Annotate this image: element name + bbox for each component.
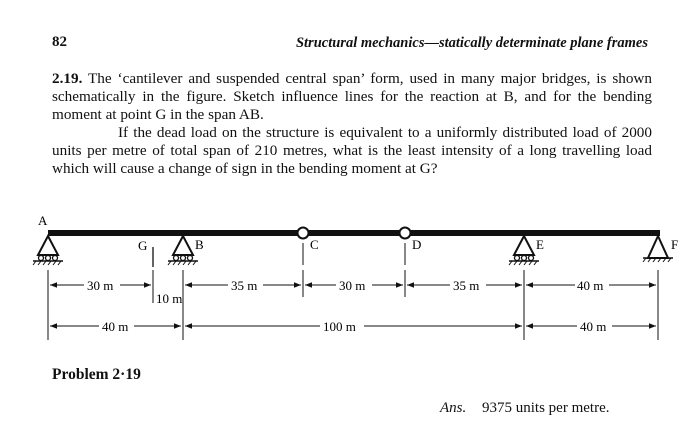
label-a: A bbox=[38, 215, 48, 228]
hinge-c bbox=[298, 228, 309, 239]
label-b: B bbox=[195, 237, 204, 252]
label-g: G bbox=[138, 238, 148, 253]
page-number: 82 bbox=[52, 34, 67, 50]
dim-100m: 100 m bbox=[323, 319, 356, 334]
hinge-d bbox=[400, 228, 411, 239]
figure-caption: Problem 2·19 bbox=[52, 366, 141, 383]
support-a bbox=[33, 236, 63, 265]
dim-40m-right-row2: 40 m bbox=[580, 319, 607, 334]
problem-number: 2.19. bbox=[52, 70, 83, 87]
answer-label: Ans. bbox=[440, 400, 467, 416]
problem-statement: The ‘cantilever and suspended central span’ form, used in many major bridges, is shown schematically in the figure. Sketch influence lines for the reaction at B, and for the bending moment at point G in the span AB. bbox=[52, 70, 652, 123]
label-c: C bbox=[310, 237, 319, 252]
answer-value: 9375 units per metre. bbox=[482, 400, 610, 416]
running-title: Structural mechanics—statically determinate plane frames bbox=[295, 35, 648, 51]
dim-30m-left: 30 m bbox=[87, 278, 114, 293]
dim-35m-left: 35 m bbox=[231, 278, 258, 293]
label-d: D bbox=[412, 237, 422, 252]
problem-paragraph-2: If the dead load on the structure is equivalent to a uniformly distributed load of 2000 units per metre of total span of 210 metres, what is the least intensity of a long travelling load which will cause a change of sign in the bending moment at G? bbox=[52, 124, 652, 177]
dim-35m-right: 35 m bbox=[453, 278, 480, 293]
bridge-figure bbox=[0, 215, 700, 355]
label-e: E bbox=[536, 237, 544, 252]
dim-40m-right-row1: 40 m bbox=[577, 278, 604, 293]
support-f bbox=[643, 236, 673, 262]
dim-30m-center: 30 m bbox=[339, 278, 366, 293]
bridge-beam bbox=[48, 230, 660, 236]
support-b bbox=[168, 236, 198, 265]
dim-10m: 10 m bbox=[156, 291, 183, 306]
label-f: F bbox=[671, 237, 679, 252]
dim-40m-left: 40 m bbox=[102, 319, 129, 334]
support-e bbox=[509, 236, 539, 265]
problem-text bbox=[52, 70, 652, 178]
answer bbox=[440, 400, 609, 417]
problem-paragraph-1 bbox=[52, 70, 652, 124]
